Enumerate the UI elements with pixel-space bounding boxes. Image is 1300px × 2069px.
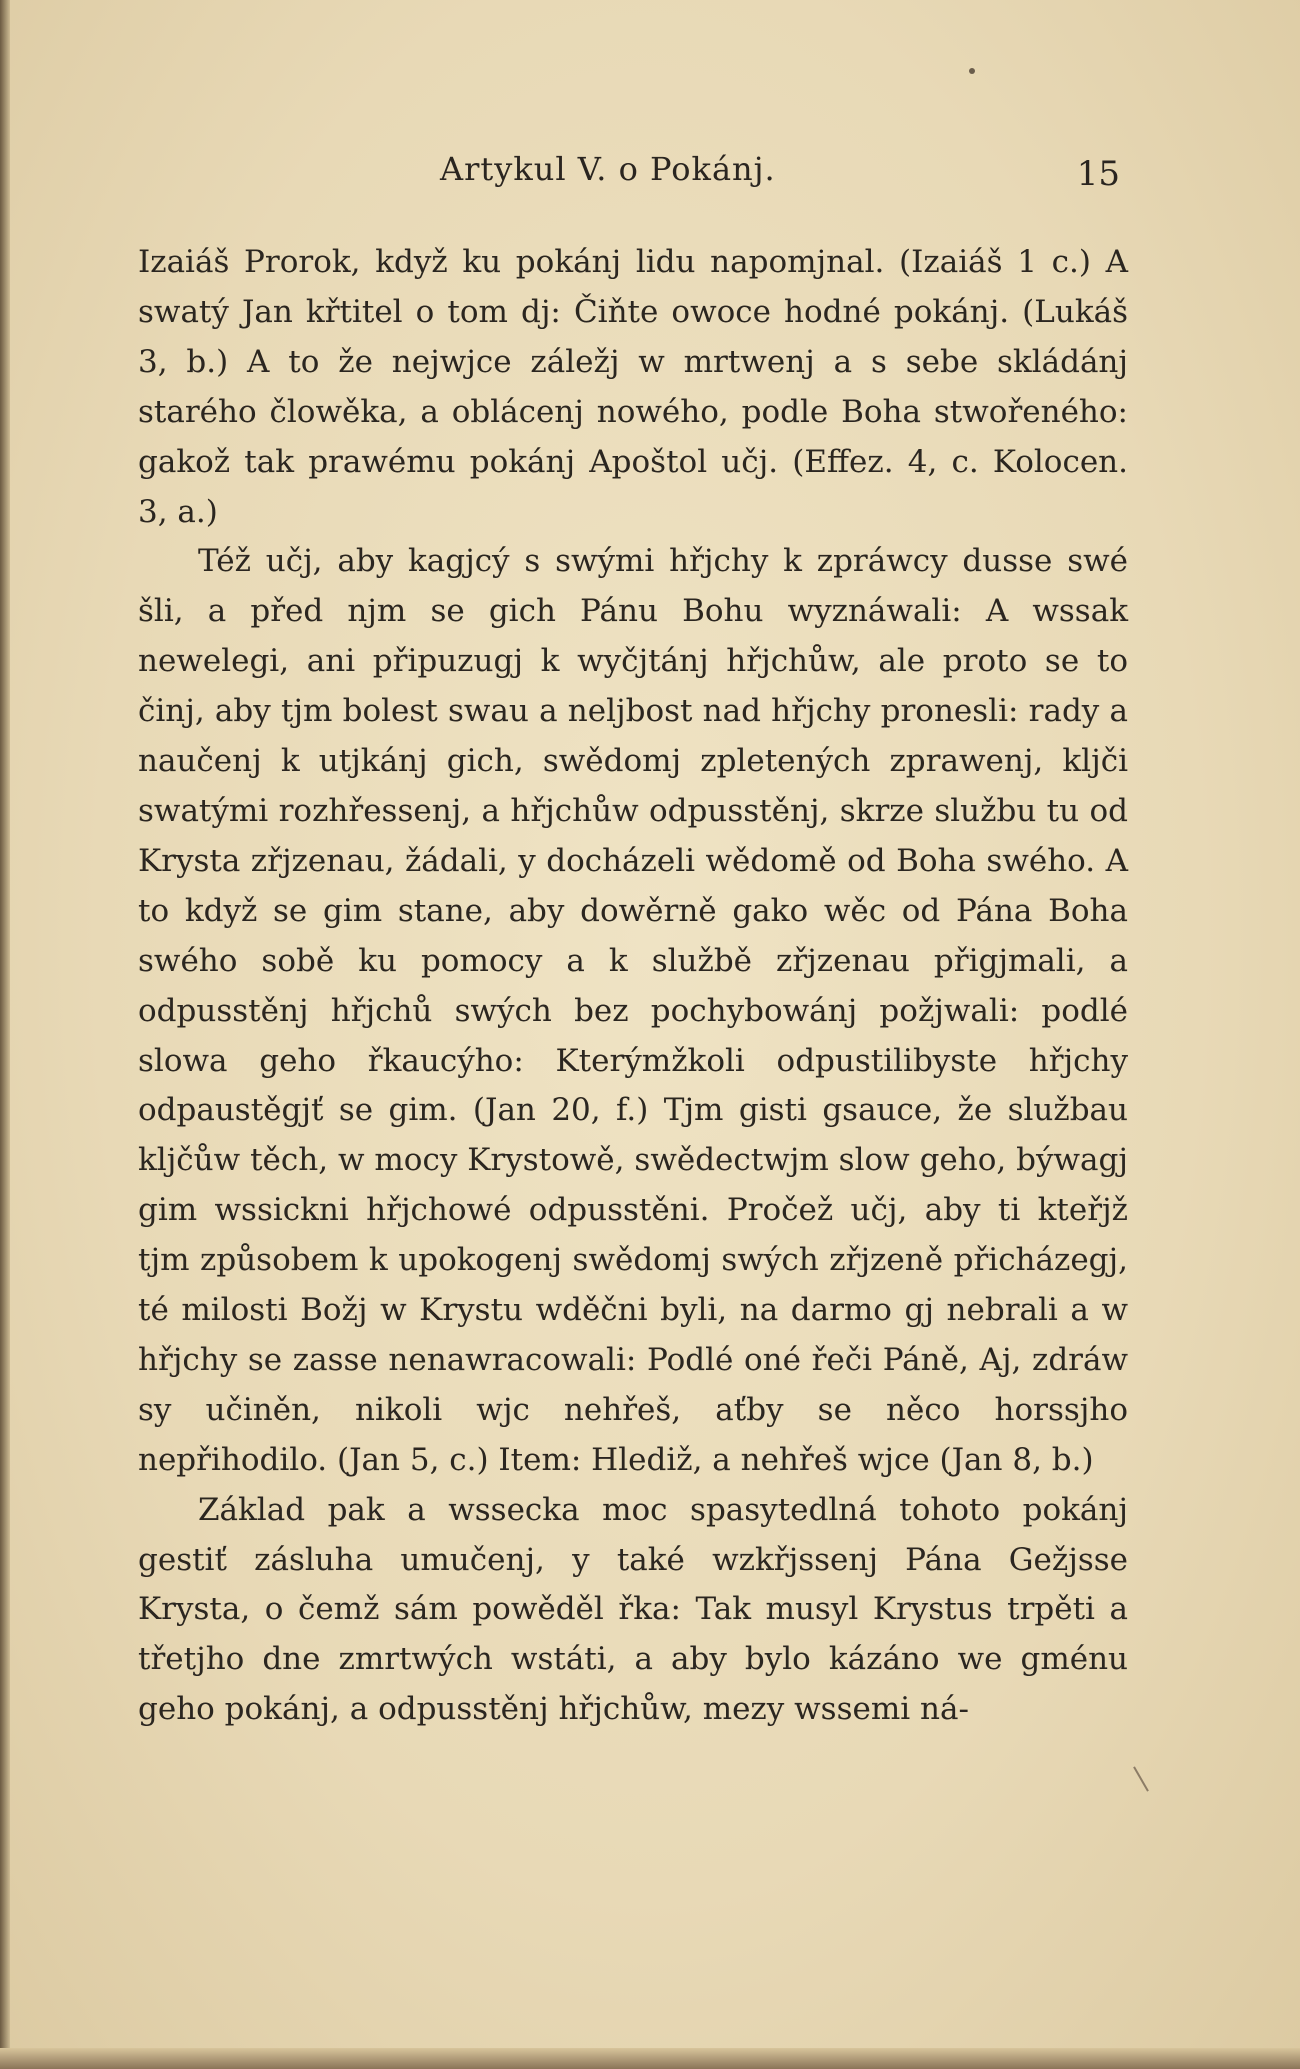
page-header (140, 150, 1120, 200)
page-left-edge (0, 0, 10, 2069)
running-title: Artykul V. o Pokánj. (440, 150, 776, 188)
page-number: 15 (1076, 154, 1120, 194)
body-text (138, 238, 1128, 1735)
page-bottom-edge (0, 2048, 1300, 2069)
paragraph-1: Izaiáš Prorok, když ku pokánj lidu napomjnal. (Izaiáš 1 c.) A swatý Jan křtitel o tom dj: Čiňte owoce hodné pokánj. (Lukáš 3, b.) A to že nejwjce záležj w mrtwenj a s sebe skládánj starého člowěka, a oblácenj nowého, podle Boha stwořeného: gakož tak prawému pokánj Apoštol učj. (Effez. 4, c. Kolocen. 3, a.) (138, 244, 1128, 530)
paragraph-3: Základ pak a wsseckа moc spasytedlná tohoto pokánj gestiť zásluha umučenj, y také wzkřjssenj Pána Gežjsse Krysta, o čemž sám powěděl řka: Tak musyl Krystus trpěti a třetjho dne zmrtwých wstáti, a aby bylo kázáno we gménu geho pokánj, a odpusstěnj hřjchůw, mezy wssemi ná- (138, 1491, 1128, 1728)
paragraph-2: Též učj, aby kagjcý s swými hřjchy k zpráwcy dusse swé šli, a před njm se gich Pánu Bohu wyznáwali: A wssak newelegi, ani připuzugj k wyčjtánj hřjchůw, ale proto se to činj, aby tjm bolest swau a neljbost nad hřjchy pronesli: rady a naučenj k utjkánj gich, swědomj zpletených zprawenj, kljči swatými rozhřessenj, a hřjchůw odpusstěnj, skrze službu tu od Krysta zřjzenau, žádali, y docházeli wědomě od Boha swého. A to když se gim stane, aby dowěrně gako wěc od Pána Boha swého sobě ku pomocy a k službě zřjzenau přigjmali, a odpusstěnj hřjchů swých bez pochybowánj požjwali: podlé slowa geho řkaucýho: Kterýmžkoli odpustilibyste hřjchy odpaustěgjť se gim. (Jan 20, f.) Tjm gisti gsauce, že službau kljčůw těch, w mocy Krystowě, swědectwjm slow geho, býwagj gim wssickni hřjchowé odpusstěni. Pročež učj, aby ti kteřjž tjm způsobem k upokogenj swědomj swých zřjzeně přicházegj, té milosti Božj w Krystu wděčni byli, na darmo gj nebrali a w hřjchy se zasse nenawracowali: Podlé oné řeči Páně, Aj, zdráw sy učiněn, nikoli wjc nehřeš, aťby se něco horssjho nepřihodilo. (Jan 5, c.) Item: Hlediž, a nehřeš wjce (Jan 8, b.) (138, 543, 1128, 1478)
ink-spot (969, 68, 975, 74)
paper-mark (1133, 1766, 1149, 1791)
